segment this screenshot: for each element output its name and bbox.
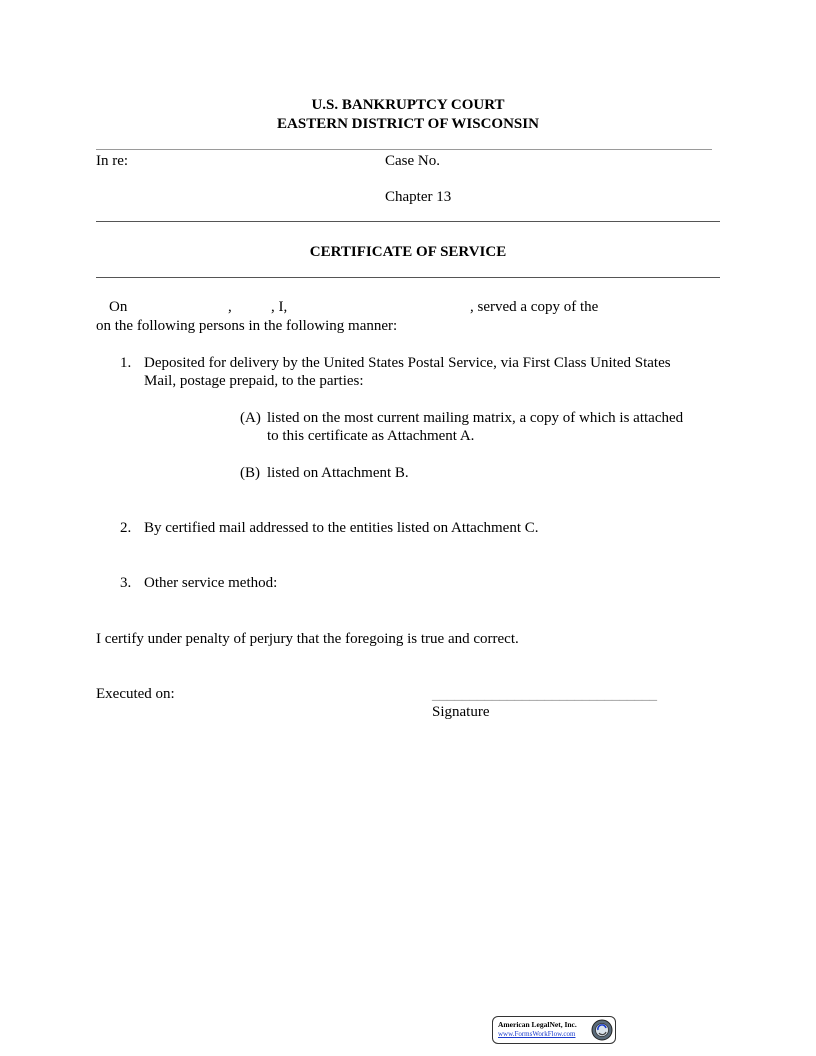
globe-icon — [591, 1019, 613, 1041]
i-label: , I, — [271, 299, 288, 315]
case-no-label: Case No. — [385, 153, 440, 169]
title-divider — [96, 277, 720, 278]
on-label: On — [109, 299, 128, 315]
intro-second-line: on the following persons in the following manner: — [96, 318, 398, 334]
item-2-line1: By certified mail addressed to the entities listed on Attachment C. — [144, 520, 539, 536]
publisher-logo — [492, 1016, 616, 1044]
logo-url-link[interactable]: www.FormsWorkFlow.com — [498, 1030, 576, 1038]
item-number: 3. — [120, 575, 132, 591]
subitem-a-line1: listed on the most current mailing matrix, a copy of which is attached — [267, 410, 684, 426]
certify-statement: I certify under penalty of perjury that the foregoing is true and correct. — [96, 631, 519, 647]
signature-line: ______________________________ — [432, 687, 657, 703]
item-1-line1: Deposited for delivery by the United States Postal Service, via First Class United States — [144, 355, 671, 371]
logo-company-name: American LegalNet, Inc. — [498, 1020, 577, 1029]
document-title: CERTIFICATE OF SERVICE — [309, 244, 507, 260]
subitem-a-line2: to this certificate as Attachment A. — [267, 428, 475, 444]
caption-divider — [96, 221, 720, 222]
subitem-marker: (B) — [240, 465, 260, 481]
subitem-b-line1: listed on Attachment B. — [267, 465, 409, 481]
header-divider — [96, 149, 712, 150]
in-re-label: In re: — [96, 153, 129, 169]
date-comma: , — [228, 299, 232, 315]
court-name: U.S. BANKRUPTCY COURT — [311, 97, 505, 113]
subitem-marker: (A) — [240, 410, 261, 426]
executed-on-label: Executed on: — [96, 686, 175, 702]
court-district: EASTERN DISTRICT OF WISCONSIN — [277, 116, 539, 132]
chapter-label: Chapter 13 — [385, 189, 452, 205]
item-1-line2: Mail, postage prepaid, to the parties: — [144, 373, 364, 389]
item-3-line1: Other service method: — [144, 575, 278, 591]
served-text: , served a copy of the — [470, 299, 599, 315]
item-number: 1. — [120, 355, 132, 371]
item-number: 2. — [120, 520, 132, 536]
signature-label: Signature — [432, 704, 490, 720]
